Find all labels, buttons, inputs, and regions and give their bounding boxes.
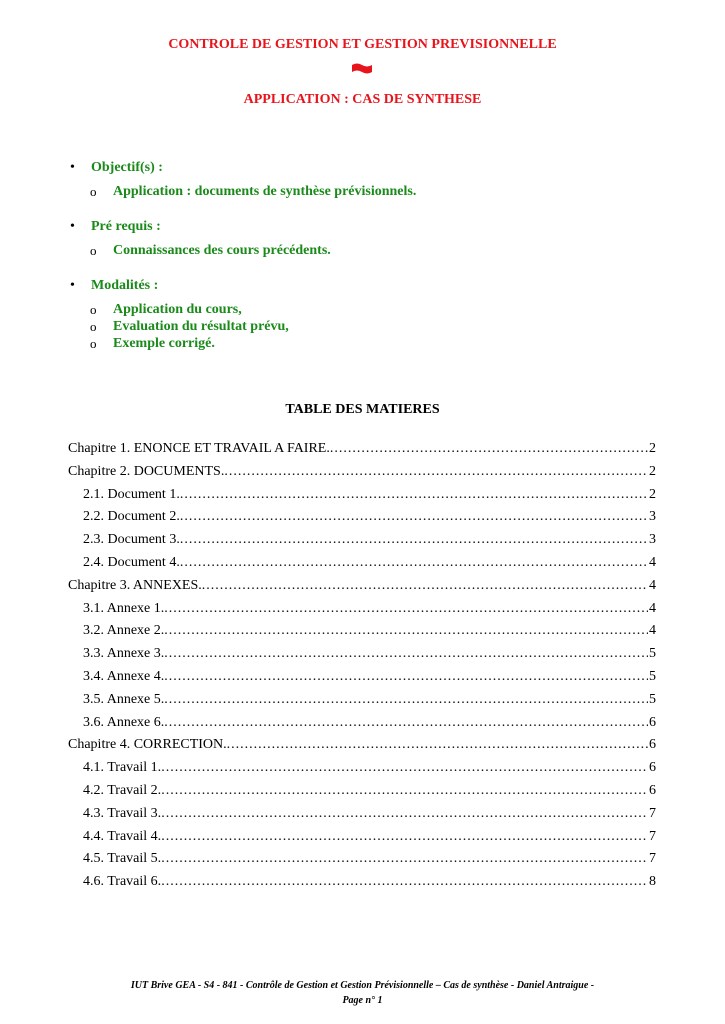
toc-entry-label: 4.6. Travail 6. bbox=[83, 874, 162, 890]
prerequis-item: Connaissances des cours précédents. bbox=[113, 243, 331, 258]
toc-entry[interactable] bbox=[68, 461, 656, 484]
toc-entry-label: 4.1. Travail 1. bbox=[83, 760, 162, 776]
toc-leader-dots bbox=[227, 734, 648, 757]
toc-leader-dots bbox=[330, 438, 648, 461]
toc-entry-label: 4.4. Travail 4. bbox=[83, 828, 162, 844]
toc-entry-page: 8 bbox=[649, 874, 656, 890]
toc-entry[interactable] bbox=[68, 666, 656, 689]
toc-entry-page: 6 bbox=[649, 737, 656, 753]
toc-entry-label: Chapitre 1. ENONCE ET TRAVAIL A FAIRE. bbox=[68, 441, 330, 456]
toc-entry-label: 3.5. Annexe 5. bbox=[83, 691, 165, 707]
toc-entry-page: 6 bbox=[649, 782, 656, 798]
toc-entry[interactable] bbox=[68, 826, 656, 849]
toc-entry[interactable] bbox=[68, 757, 656, 780]
toc-entry[interactable] bbox=[68, 529, 656, 552]
toc-entry-label: Chapitre 4. CORRECTION. bbox=[68, 737, 227, 753]
toc-leader-dots bbox=[180, 506, 648, 529]
circle-bullet-icon: o bbox=[90, 302, 97, 317]
toc-entry-page: 4 bbox=[649, 623, 656, 639]
document-title: CONTROLE DE GESTION ET GESTION PREVISIONNELLE bbox=[168, 37, 557, 52]
toc-leader-dots bbox=[164, 666, 648, 689]
bullet-icon: • bbox=[70, 219, 75, 234]
toc-entry-label: Chapitre 3. ANNEXES. bbox=[68, 577, 202, 593]
toc-entry-label: Chapitre 2. DOCUMENTS. bbox=[68, 463, 225, 479]
toc-entry[interactable] bbox=[68, 506, 656, 529]
toc-leader-dots bbox=[180, 529, 648, 552]
toc-entry-label: 4.3. Travail 3. bbox=[83, 805, 162, 821]
toc-entry-label: 3.1. Annexe 1. bbox=[83, 600, 165, 616]
toc-entry[interactable] bbox=[68, 575, 656, 598]
toc-entry-label: 3.2. Annexe 2. bbox=[83, 623, 165, 639]
toc-entry[interactable] bbox=[68, 780, 656, 803]
toc-leader-dots bbox=[202, 575, 648, 598]
toc-entry[interactable] bbox=[68, 689, 656, 712]
toc-entry-page: 6 bbox=[649, 760, 656, 776]
footer-page-number: Page n° 1 bbox=[342, 995, 383, 1006]
document-subtitle: APPLICATION : CAS DE SYNTHESE bbox=[243, 92, 482, 107]
toc-entry-label: 3.3. Annexe 3. bbox=[83, 646, 165, 662]
toc-leader-dots bbox=[164, 598, 648, 621]
toc-entry-page: 6 bbox=[649, 714, 656, 730]
toc-entry[interactable] bbox=[68, 734, 656, 757]
toc-entry-page: 5 bbox=[649, 646, 656, 662]
toc-entry-page: 2 bbox=[649, 463, 656, 479]
toc-entry[interactable] bbox=[68, 803, 656, 826]
toc-leader-dots bbox=[164, 620, 648, 643]
toc-entry[interactable] bbox=[68, 871, 656, 894]
toc-entry[interactable] bbox=[68, 552, 656, 575]
objectif-label: Objectif(s) : bbox=[91, 160, 163, 175]
toc-entry-label: 3.4. Annexe 4. bbox=[83, 668, 165, 684]
toc-leader-dots bbox=[164, 643, 648, 666]
toc-entry-page: 7 bbox=[649, 851, 656, 867]
table-of-contents bbox=[68, 438, 656, 894]
toc-entry-label: 2.1. Document 1. bbox=[83, 486, 180, 502]
modalites-item: Evaluation du résultat prévu, bbox=[113, 319, 289, 334]
circle-bullet-icon: o bbox=[90, 319, 97, 334]
modalites-item: Exemple corrigé. bbox=[113, 336, 215, 351]
circle-bullet-icon: o bbox=[90, 336, 97, 351]
toc-entry[interactable] bbox=[68, 848, 656, 871]
toc-entry[interactable] bbox=[68, 643, 656, 666]
circle-bullet-icon: o bbox=[90, 243, 97, 258]
objectif-item: Application : documents de synthèse prévisionnels. bbox=[113, 184, 417, 199]
toc-entry[interactable] bbox=[68, 620, 656, 643]
toc-entry-page: 4 bbox=[649, 600, 656, 616]
toc-entry-page: 5 bbox=[649, 668, 656, 684]
toc-entry-page: 3 bbox=[649, 532, 656, 548]
toc-entry-label: 2.2. Document 2. bbox=[83, 509, 180, 525]
flag-icon bbox=[351, 62, 373, 75]
toc-entry-page: 4 bbox=[649, 577, 656, 593]
toc-entry[interactable] bbox=[68, 484, 656, 507]
toc-leader-dots bbox=[224, 461, 648, 484]
toc-entry-label: 3.6. Annexe 6. bbox=[83, 714, 165, 730]
toc-entry-label: 2.3. Document 3. bbox=[83, 532, 180, 548]
toc-leader-dots bbox=[180, 552, 648, 575]
toc-entry-page: 3 bbox=[649, 509, 656, 525]
modalites-label: Modalités : bbox=[91, 278, 159, 293]
bullet-icon: • bbox=[70, 160, 75, 175]
toc-leader-dots bbox=[161, 803, 648, 826]
toc-entry-page: 2 bbox=[649, 486, 656, 502]
circle-bullet-icon: o bbox=[90, 184, 97, 199]
toc-entry-label: 4.5. Travail 5. bbox=[83, 851, 162, 867]
toc-entry-label: 4.2. Travail 2. bbox=[83, 782, 162, 798]
toc-entry-page: 7 bbox=[649, 828, 656, 844]
toc-leader-dots bbox=[164, 689, 648, 712]
toc-leader-dots bbox=[161, 826, 648, 849]
toc-entry-page: 2 bbox=[649, 441, 656, 456]
toc-entry[interactable] bbox=[68, 712, 656, 735]
toc-entry-page: 4 bbox=[649, 554, 656, 570]
toc-leader-dots bbox=[161, 871, 648, 894]
modalites-item: Application du cours, bbox=[113, 302, 242, 317]
toc-leader-dots bbox=[164, 712, 648, 735]
toc-entry[interactable] bbox=[68, 438, 656, 461]
toc-leader-dots bbox=[161, 757, 648, 780]
toc-entry-label: 2.4. Document 4. bbox=[83, 554, 180, 570]
toc-entry-page: 5 bbox=[649, 691, 656, 707]
bullet-icon: • bbox=[70, 278, 75, 293]
prerequis-label: Pré requis : bbox=[91, 219, 161, 234]
toc-entry[interactable] bbox=[68, 598, 656, 621]
toc-entry-page: 7 bbox=[649, 805, 656, 821]
toc-leader-dots bbox=[161, 780, 648, 803]
toc-leader-dots bbox=[180, 484, 648, 507]
toc-title: TABLE DES MATIERES bbox=[285, 402, 440, 417]
footer-line: IUT Brive GEA - S4 - 841 - Contrôle de Gestion et Gestion Prévisionnelle – Cas de synthèse - Daniel Antraigue - bbox=[130, 980, 595, 991]
toc-leader-dots bbox=[161, 848, 648, 871]
